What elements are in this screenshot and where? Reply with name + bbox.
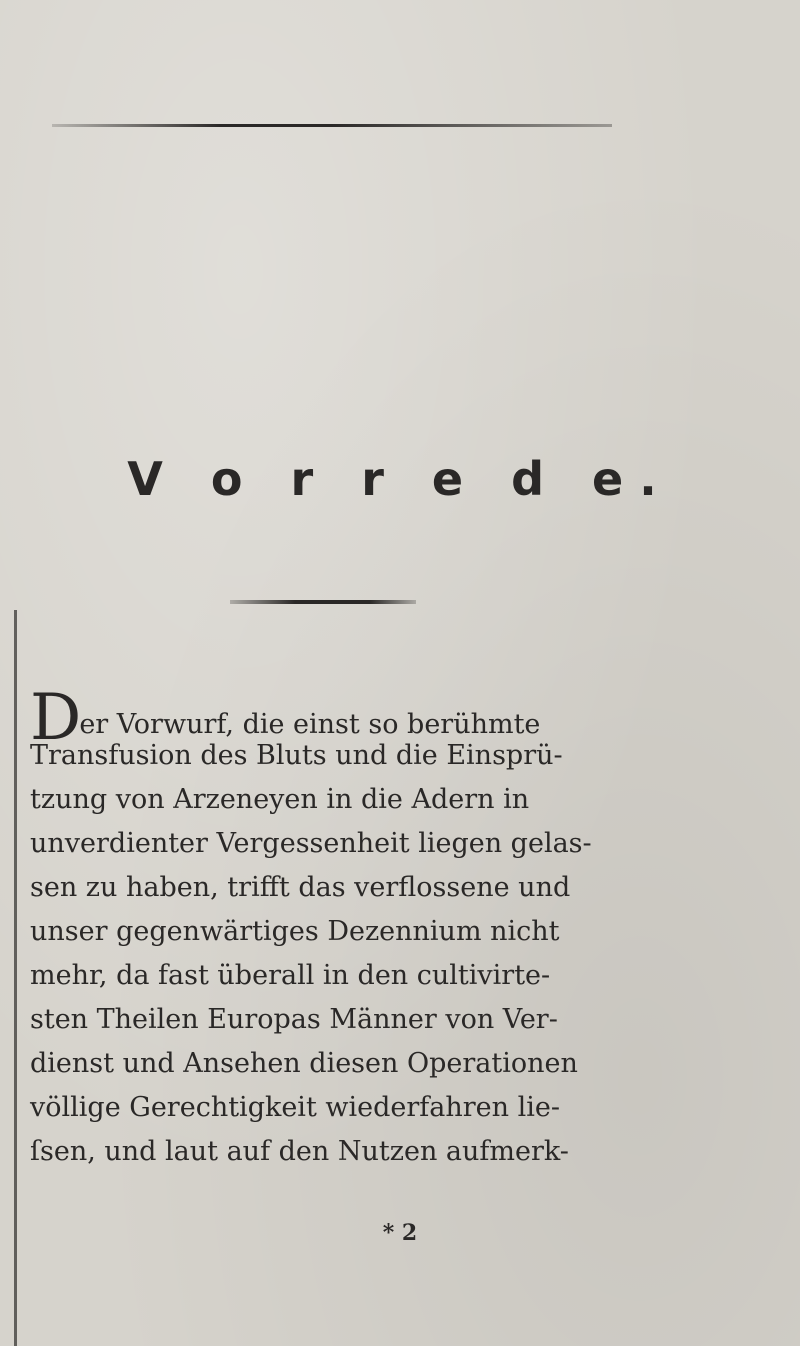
text-line-7: mehr, da fast überall in den cultivirte-: [30, 960, 551, 991]
heading-rule: [230, 600, 416, 604]
text-line-6: unser gegenwärtiges Dezennium nicht: [30, 916, 560, 947]
text-line-2: Transfusion des Bluts und die Einsprü-: [30, 740, 563, 771]
preface-heading: V o r r e d e.: [127, 452, 673, 506]
text-line-8: sten Theilen Europas Männer von Ver-: [30, 1004, 558, 1035]
text-line-11: ſsen, und laut auf den Nutzen aufmerk-: [30, 1136, 569, 1167]
text-line-1: Der Vorwurf, die einst so berühmte: [30, 681, 541, 755]
text-line-5: sen zu haben, trifft das verflossene und: [30, 872, 571, 903]
top-rule: [52, 124, 612, 127]
text-line-3: tzung von Arzeneyen in die Adern in: [30, 784, 530, 815]
text-line-10: völlige Gerechtigkeit wiederfahren lie-: [30, 1092, 560, 1123]
text-line-9: dienst und Ansehen diesen Operationen: [30, 1048, 578, 1079]
text-line-4: unverdienter Vergessenheit liegen gelas-: [30, 828, 592, 859]
drop-cap: D: [30, 681, 82, 755]
signature-mark: * 2: [382, 1220, 418, 1246]
